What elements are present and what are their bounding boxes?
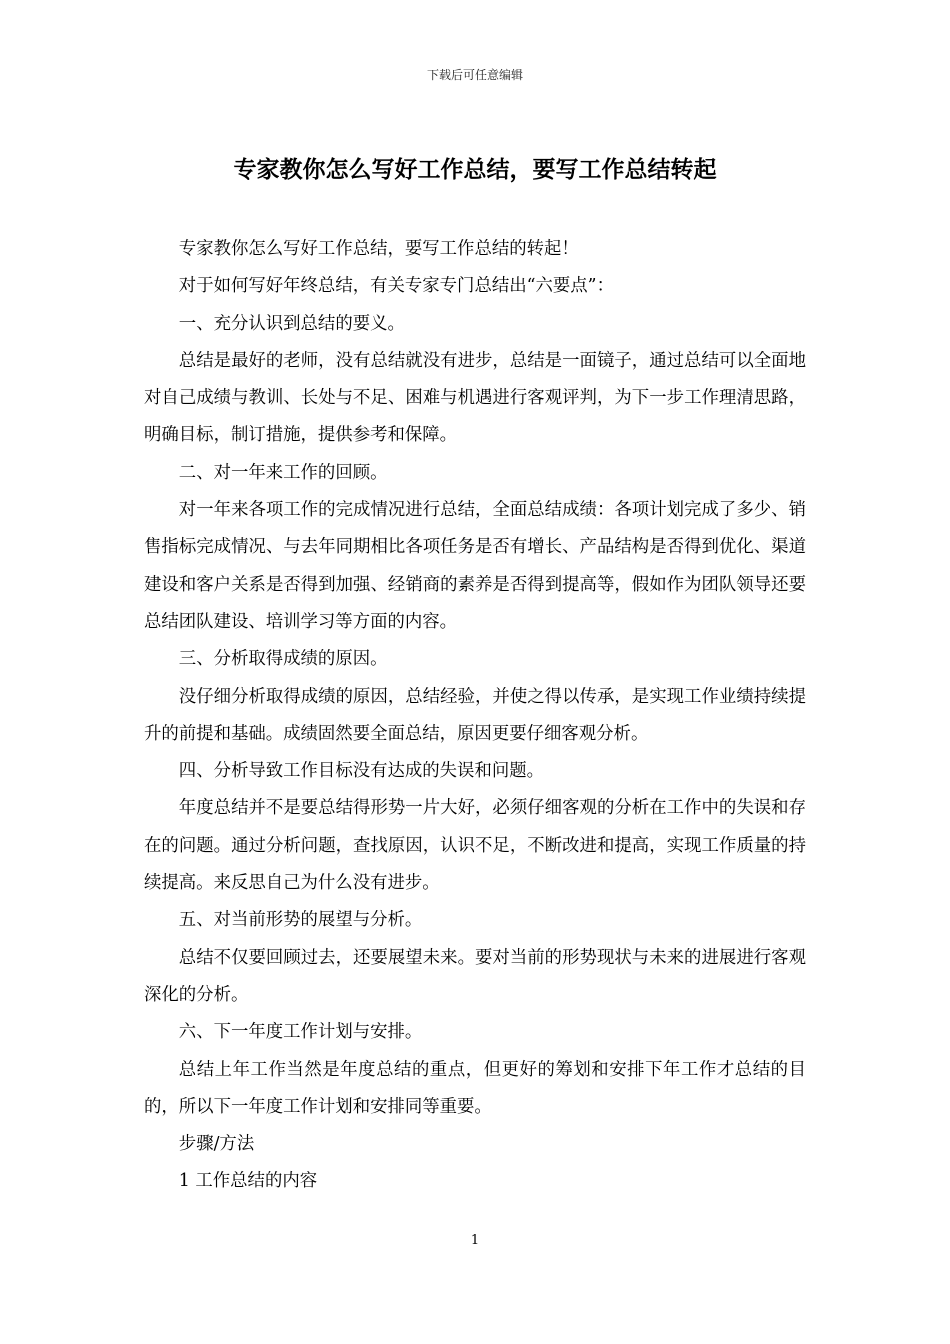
paragraph: 对于如何写好年终总结，有关专家专门总结出“六要点”： — [178, 276, 614, 297]
section-heading: 四、分析导致工作目标没有达成的失误和问题。 — [178, 761, 545, 782]
page-number: 1 — [470, 1233, 480, 1248]
paragraph: 总结上年工作当然是年度总结的重点，但更好的筹划和安排下年工作才总结的目的，所以下一年度工作计划和安排同等重要。 — [144, 1059, 806, 1117]
page-header-note: 下载后可任意编辑 — [426, 68, 523, 82]
paragraph: 总结不仅要回顾过去，还要展望未来。要对当前的形势现状与未来的进展进行客观深化的分析。 — [144, 947, 806, 1005]
paragraph: 年度总结并不是要总结得形势一片大好，必须仔细客观的分析在工作中的失误和存在的问题。通过分析问题，查找原因，认识不足，不断改进和提高，实现工作质量的持续提高。来反思自己为什么没有进步。 — [144, 798, 806, 894]
section-heading: 三、分析取得成绩的原因。 — [178, 649, 388, 670]
document-body — [144, 231, 806, 1201]
section-heading: 步骤/方法 — [178, 1134, 255, 1155]
paragraph: 对一年来各项工作的完成情况进行总结，全面总结成绩：各项计划完成了多少、销售指标完成情况、与去年同期相比各项任务是否有增长、产品结构是否得到优化、渠道建设和客户关系是否得到加强、经销商的素养是否得到提高等，假如作为团队领导还要总结团队建设、培训学习等方面的内容。 — [144, 500, 806, 632]
section-heading: 二、对一年来工作的回顾。 — [178, 462, 388, 483]
document-title: 专家教你怎么写好工作总结，要写工作总结转起 — [233, 156, 717, 183]
section-heading: 五、对当前形势的展望与分析。 — [178, 910, 423, 931]
paragraph: 没仔细分析取得成绩的原因，总结经验，并使之得以传承，是实现工作业绩持续提升的前提和基础。成绩固然要全面总结，原因更要仔细客观分析。 — [144, 686, 806, 744]
section-heading: 六、下一年度工作计划与安排。 — [178, 1022, 423, 1043]
paragraph: 总结是最好的老师，没有总结就没有进步，总结是一面镜子，通过总结可以全面地对自己成绩与教训、长处与不足、困难与机遇进行客观评判，为下一步工作理清思路，明确目标，制订措施，提供参考和保障。 — [144, 350, 806, 446]
paragraph: 专家教你怎么写好工作总结，要写工作总结的转起！ — [178, 239, 579, 259]
section-heading: 一、充分认识到总结的要义。 — [178, 313, 405, 334]
section-heading: 1 工作总结的内容 — [178, 1171, 318, 1192]
